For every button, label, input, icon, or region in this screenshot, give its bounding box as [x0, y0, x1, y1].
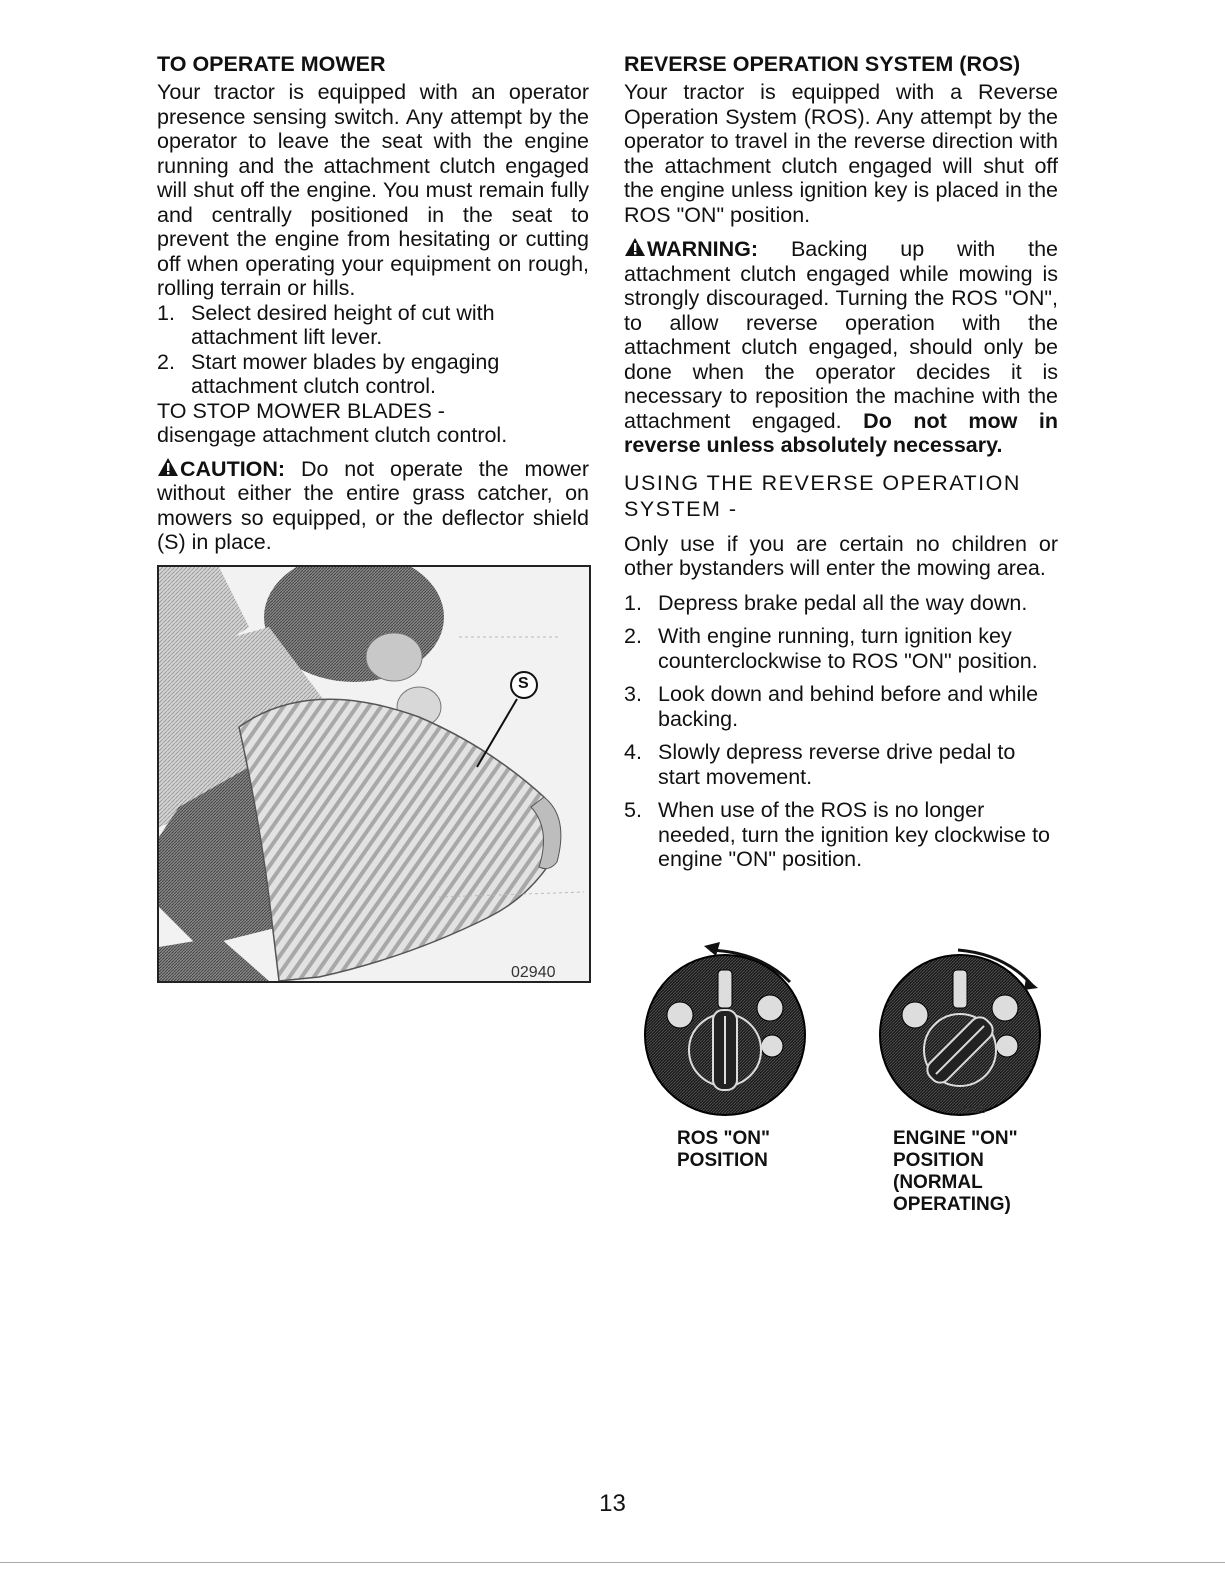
page-number: 13	[599, 1490, 626, 1517]
engine-on-caption: ENGINE "ON" POSITION (NORMAL OPERATING)	[893, 1128, 1018, 1215]
operate-mower-heading: TO OPERATE MOWER	[157, 52, 386, 76]
operate-mower-intro: Your tractor is equipped with an operator presence sensing switch. Any attempt by the operator to leave the seat with the engine running and the attachment clutch engaged will shut off the engine. You must remain fully and centrally positioned in the seat to prevent the engine from hesitating or cutting off when operating your equipment on rough, rolling terrain or hills.	[157, 80, 589, 300]
ros-intro: Your tractor is equipped with a Reverse Operation System (ROS). Any attempt by the operator to travel in the reverse direction with the attachment clutch engaged will shut off the engine unless ignition key is placed in the ROS "ON" position.	[624, 80, 1058, 227]
ros-heading: REVERSE OPERATION SYSTEM (ROS)	[624, 52, 1021, 76]
list-item: 5. When use of the ROS is no longer needed, turn the ignition key clockwise to engine "ON" position.	[624, 798, 1051, 871]
ignition-switch-illustration	[640, 940, 1060, 1120]
bottom-divider	[0, 1562, 1225, 1563]
using-ros-heading: USING THE REVERSE OPERATION SYSTEM -	[624, 470, 1021, 521]
engine-on-dial	[880, 950, 1040, 1115]
warning-label: WARNING:	[647, 237, 759, 261]
caution-text: Do not operate the mower without either the entire grass catcher, on mowers so equipped, or the deflector shield (S) in place.	[157, 456, 589, 554]
mower-deck-illustration	[159, 567, 589, 981]
operate-steps-list	[157, 301, 589, 399]
ros-on-caption: ROS "ON" POSITION	[677, 1128, 770, 1171]
warning-text: Backing up with the attachment clutch engaged while mowing is strongly discouraged. Turning the ROS "ON", to allow reverse operation with the attachment clutch engaged, should only be done when the operator decides it is necessary to reposition the machine with the attachment engaged.	[624, 237, 1058, 433]
warning-notice	[624, 237, 1058, 458]
ros-on-dial	[645, 942, 805, 1115]
list-item: 2. With engine running, turn ignition key counterclockwise to ROS "ON" position.	[624, 624, 1038, 673]
list-item: 1. Select desired height of cut with attachment lift lever.	[157, 300, 495, 349]
warning-emphasis: Do not mow in reverse unless absolutely necessary.	[624, 408, 1059, 457]
stop-blades-heading: TO STOP MOWER BLADES -	[157, 398, 445, 423]
shield-callout-label: S	[518, 675, 529, 692]
warning-triangle-icon	[624, 237, 646, 257]
using-ros-intro: Only use if you are certain no children or other bystanders will enter the mowing area.	[624, 531, 1058, 580]
deflector-shield-figure	[157, 565, 591, 983]
ignition-dials-figure	[640, 940, 1060, 1120]
warning-triangle-icon	[157, 457, 179, 477]
list-item: 4. Slowly depress reverse drive pedal to start movement.	[624, 740, 1016, 789]
list-item: 3. Look down and behind before and while backing.	[624, 682, 1039, 731]
dial-figure-number: 02828	[958, 1105, 986, 1116]
caution-notice	[157, 457, 589, 555]
list-item: 1. Depress brake pedal all the way down.	[624, 590, 1028, 615]
ros-steps-list	[624, 591, 1058, 872]
caution-label: CAUTION:	[180, 456, 286, 481]
list-item: 2. Start mower blades by engaging attachment clutch control.	[157, 349, 500, 398]
photo-figure-number: 02940	[511, 964, 556, 981]
stop-blades-text: disengage attachment clutch control.	[157, 423, 508, 447]
right-column	[624, 52, 1058, 881]
left-column	[157, 52, 589, 555]
